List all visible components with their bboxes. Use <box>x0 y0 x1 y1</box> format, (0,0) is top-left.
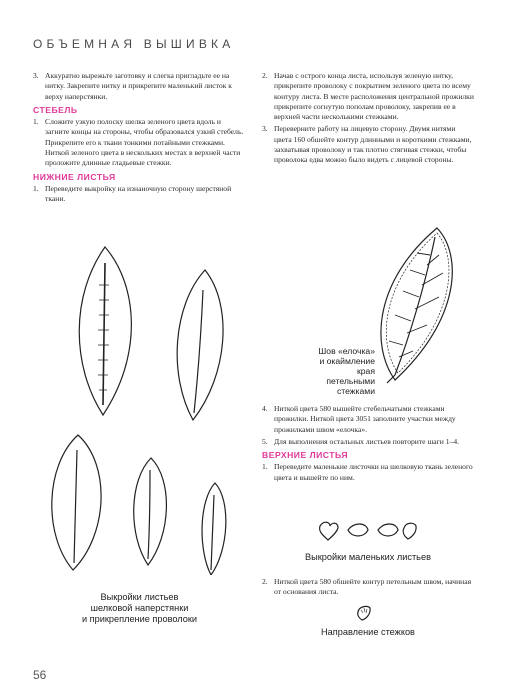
step-text: Аккуратно вырежьте заготовку и слегка пригладьте ее на нитку. Закрепите нитку и прикрепите маленький листок к верху наперстянки. <box>45 71 232 101</box>
step-number: 4. <box>262 404 268 413</box>
leaf-midrib <box>148 470 150 559</box>
step-item <box>33 184 246 205</box>
step-item <box>262 124 474 165</box>
leaf-veins <box>389 253 443 357</box>
step-text: Для выполнения остальных листьев повторите шаги 1–4. <box>274 436 460 446</box>
step-text: Переверните работу на лицевую сторону. Двумя нитями цвета 160 обшейте контур длинными и короткими стежками, захватывая проволоку и так плотно стягивая стежки, чтобы проволока едва можно было видеть с лицевой стороны. <box>274 124 472 165</box>
step-text: Переведите выкройку на изнаночную сторону шерстяной ткани. <box>45 183 232 204</box>
step-number: 3. <box>262 124 268 134</box>
stitch-direction-illustration <box>356 604 372 622</box>
small-leaves-caption: Выкройки маленьких листьев <box>305 552 431 562</box>
leaf-outline <box>381 228 452 380</box>
step-item <box>262 404 474 435</box>
step-number: 2. <box>262 577 268 586</box>
leaf-templates-caption <box>33 592 246 625</box>
stitch-direction-caption: Направление стежков <box>321 627 415 637</box>
step-text: Ниткой цвета 580 обшейте контур петельным швом, начиная от основания листа. <box>274 577 472 597</box>
step-number: 1. <box>33 183 39 193</box>
small-leaf-outline <box>403 523 416 539</box>
small-leaf-outline <box>348 524 368 536</box>
right-column-top <box>262 71 474 168</box>
caption-line: стежками <box>336 386 375 396</box>
step-item <box>33 71 246 102</box>
leaf-midrib <box>194 290 203 413</box>
caption-line: Шов «елочка» <box>318 346 375 356</box>
step-text: Ниткой цвета 580 вышейте стебельчатыми стежками прожилки. Ниткой цвета 3051 заполните участки между прожилками швом «елочка». <box>274 404 456 434</box>
leaf-midrib <box>211 495 214 570</box>
caption-line: и прикрепление проволоки <box>81 614 198 624</box>
right-column-middle <box>262 404 474 485</box>
step-number: 1. <box>262 462 268 472</box>
caption-line: шелковой наперстянки <box>90 603 189 613</box>
step-item <box>33 117 246 168</box>
section-title-stem: СТЕБЕЛЬ <box>33 104 78 115</box>
small-leaf-outline <box>320 522 338 540</box>
small-leaf-outline <box>378 524 398 536</box>
stitch-lines <box>361 608 367 613</box>
caption-line: Выкройки листьев <box>100 592 179 602</box>
caption-line: и окаймление края <box>319 356 375 376</box>
right-column-bottom <box>262 577 474 600</box>
step-text: Начав с острого конца листа, используя зеленую нитку, прикрепите проволоку с покрытием зеленого цвета по всему контуру листа. В месте расположения центральной прожилки прикрепите согнутую пополам проволоку, закрепив ее в верхней части несколькими стежками. <box>274 71 474 122</box>
step-item <box>262 437 474 447</box>
leaf-templates-illustration <box>33 245 253 575</box>
step-number: 2. <box>262 71 268 80</box>
wire-line <box>103 263 105 405</box>
leaf-midrib <box>395 237 435 375</box>
step-item <box>262 71 474 122</box>
step-number: 5. <box>262 436 268 446</box>
leaf-midrib <box>74 450 77 563</box>
leaf-scalloped-edge <box>386 233 449 373</box>
page-header: ОБЪЕМНАЯ ВЫШИВКА <box>33 37 235 51</box>
caption-line: петельными <box>326 376 375 386</box>
page-number: 56 <box>33 668 47 682</box>
step-text: Переведите маленькие листочки на шелковую ткань зеленого цвета и вышейте по ним. <box>274 462 473 482</box>
step-item <box>262 462 474 483</box>
embroidered-leaf-illustration <box>365 225 465 385</box>
step-item <box>262 577 474 598</box>
left-column <box>33 71 246 207</box>
small-leaves-illustration <box>318 520 418 542</box>
step-number: 1. <box>33 117 39 127</box>
step-text: Сложите узкую полоску шелка зеленого цвета вдоль и загните концы на стороны, чтобы образовался узкий стебель. Прикрепите его к ткани тонкими потайными стежками. Ниткой зеленого цвета в нескольких местах в верхней части проложите длинные гладьевые стежки. <box>45 117 244 168</box>
step-number: 3. <box>33 71 39 80</box>
embroidered-leaf-caption <box>300 346 375 396</box>
section-title-upper-leaves: ВЕРХНИЕ ЛИСТЬЯ <box>262 450 349 461</box>
section-title-lower-leaves: НИЖНИЕ ЛИСТЬЯ <box>33 171 116 182</box>
